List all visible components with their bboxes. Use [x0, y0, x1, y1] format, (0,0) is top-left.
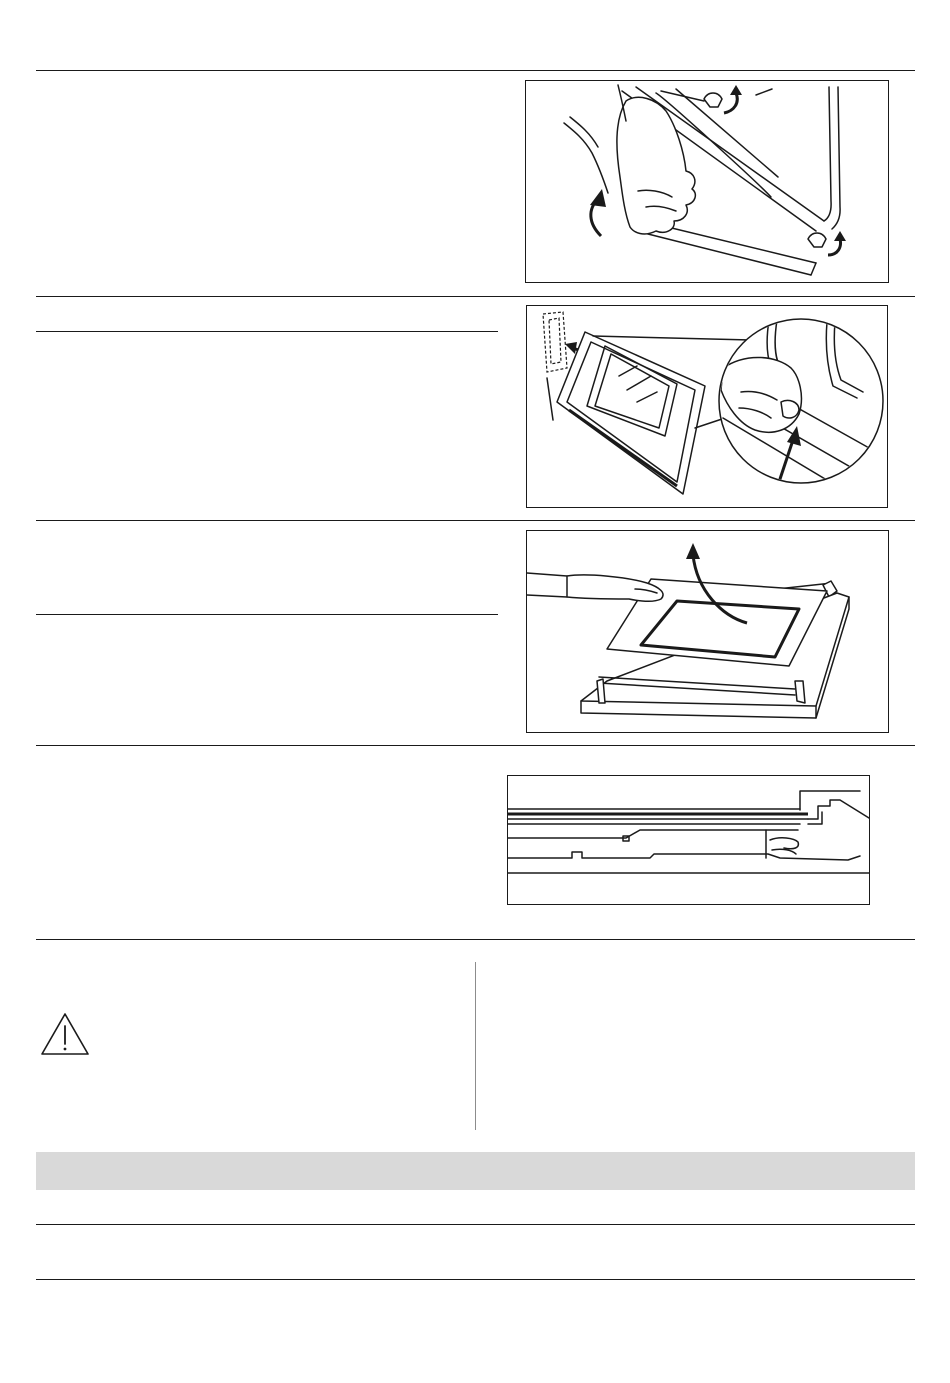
column-rule-1: [36, 331, 498, 332]
table-rule-1: [36, 1224, 915, 1225]
section-rule-5: [36, 939, 915, 940]
table-rule-2: [36, 1279, 915, 1280]
column-divider: [475, 962, 476, 1130]
glass-panel-removal-illustration: [526, 530, 889, 733]
door-trim-removal-illustration: [526, 305, 888, 508]
door-profile-illustration: [507, 775, 870, 905]
warning-icon: [40, 1012, 90, 1056]
column-rule-2: [36, 614, 498, 615]
section-rule-2: [36, 296, 915, 297]
door-removal-illustration: [525, 80, 889, 283]
section-heading-band: [36, 1152, 915, 1190]
section-rule-4: [36, 745, 915, 746]
section-rule-1: [36, 70, 915, 71]
section-rule-3: [36, 520, 915, 521]
